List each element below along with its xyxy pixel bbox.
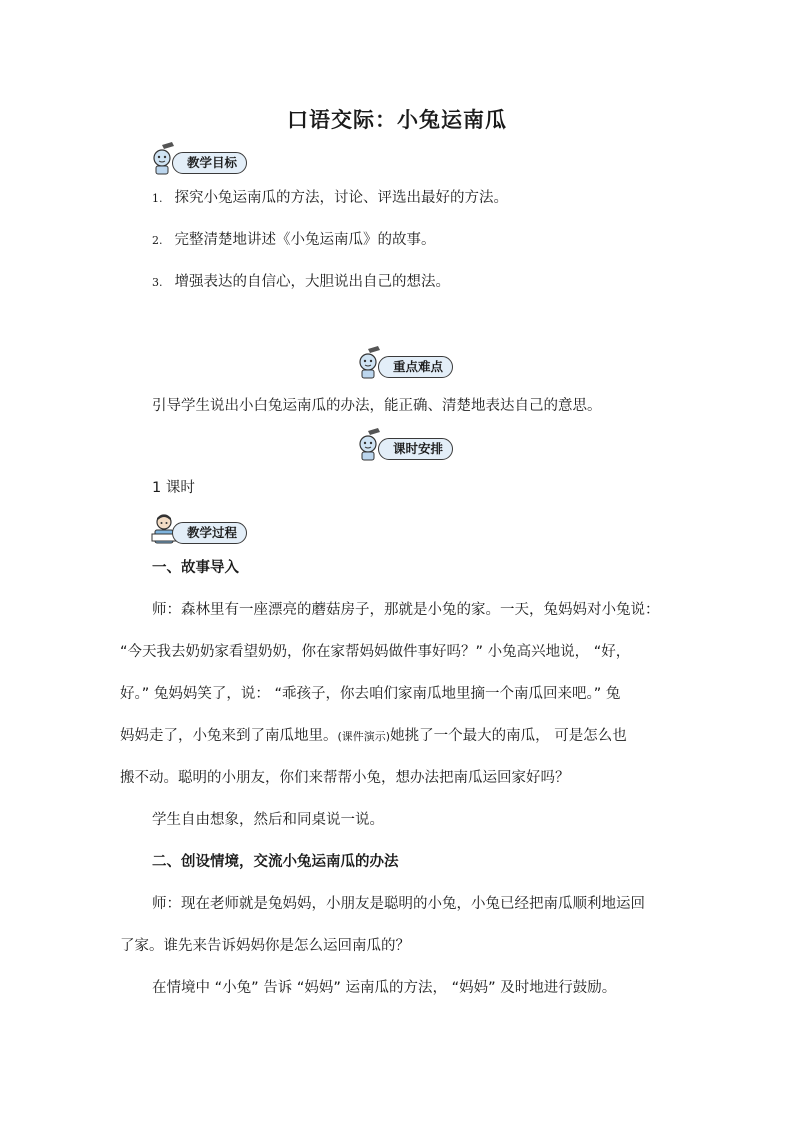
section-label: 课时安排 — [378, 438, 453, 460]
goal-item: 1. 探究小兔运南瓜的方法，讨论、评选出最好的方法。 — [152, 190, 508, 206]
paragraph-line: “今天我去奶奶家看望奶奶，你在家帮妈妈做件事好吗？” 小兔高兴地说， “好， — [120, 644, 631, 660]
goal-item: 3. 增强表达的自信心，大胆说出自己的想法。 — [152, 274, 450, 290]
section-label: 教学过程 — [172, 522, 247, 544]
courseware-note: (课件演示) — [337, 730, 391, 743]
paragraph-line: 了家。谁先来告诉妈妈你是怎么运回南瓜的？ — [120, 938, 410, 954]
class-hours-text: 1 课时 — [152, 480, 195, 496]
paragraph-line: 师：现在老师就是兔妈妈，小朋友是聪明的小兔，小兔已经把南瓜顺利地运回 — [152, 896, 645, 912]
section-heading: 二、创设情境，交流小兔运南瓜的办法 — [152, 854, 399, 870]
paragraph-line: 在情境中 “小兔” 告诉 “妈妈” 运南瓜的方法， “妈妈” 及时地进行鼓励。 — [152, 980, 617, 996]
key-points-text: 引导学生说出小白兔运南瓜的办法，能正确、清楚地表达自己的意思。 — [152, 398, 602, 414]
section-label: 重点难点 — [378, 356, 453, 378]
paragraph-line: 学生自由想象，然后和同桌说一说。 — [152, 812, 384, 828]
paragraph-line: 好。” 兔妈妈笑了，说： “乖孩子，你去咱们家南瓜地里摘一个南瓜回来吧。” 兔 — [120, 686, 621, 702]
section-heading: 一、故事导入 — [152, 560, 239, 576]
section-label: 教学目标 — [172, 152, 247, 174]
page-title: 口语交际：小兔运南瓜 — [287, 108, 507, 132]
paragraph-line: 搬不动。聪明的小朋友，你们来帮帮小兔，想办法把南瓜运回家好吗？ — [120, 770, 570, 786]
goal-item: 2. 完整清楚地讲述《小兔运南瓜》的故事。 — [152, 232, 436, 248]
paragraph-line: 妈妈走了，小兔来到了南瓜地里。(课件演示)她挑了一个最大的南瓜， 可是怎么也 — [120, 728, 627, 744]
paragraph-line: 师：森林里有一座漂亮的蘑菇房子，那就是小兔的家。一天，兔妈妈对小兔说： — [152, 602, 660, 618]
